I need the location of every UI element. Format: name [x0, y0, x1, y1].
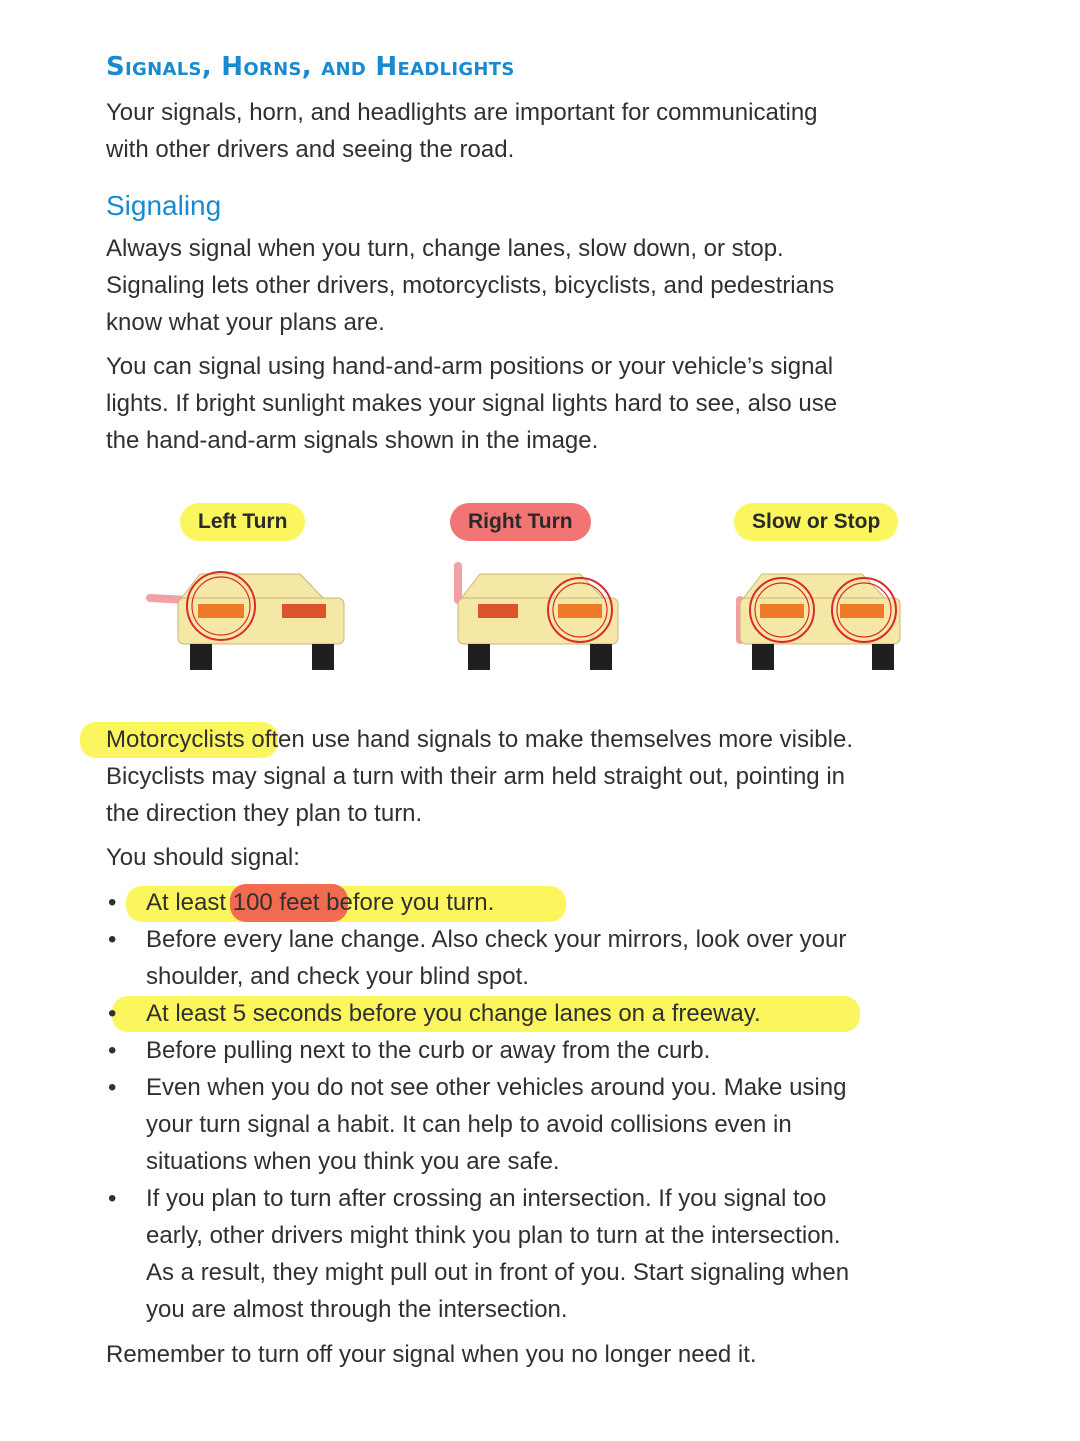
slow-stop-car-illustration [722, 560, 912, 680]
signaling-paragraph: Always signal when you turn, change lanes, slow down, or stop. Signaling lets other drivers, motorcyclists, bicyclists, and pedestrians know what your plans are. [106, 235, 835, 336]
intro-paragraph: Your signals, horn, and headlights are important for communicating with other drivers and seeing the road. [106, 99, 818, 163]
list-item: • At least 5 seconds before you change lanes on a freeway. [106, 995, 956, 1032]
bullet-dot: • [108, 926, 117, 953]
bullet-dot: • [108, 1037, 117, 1064]
should-signal-heading: You should signal: [106, 844, 300, 871]
left-turn-label: Left Turn [180, 503, 305, 541]
list-item: • At least 100 feet before you turn. [106, 884, 956, 921]
list-item: • If you plan to turn after crossing an intersection. If you signal too early, other drivers might think you plan to turn at the intersection. As a result, they might pull out in front of you. Start signaling when you are almost through the intersection. [106, 1180, 956, 1328]
bullet-dot: • [108, 1074, 117, 1101]
subheading: Signaling [106, 190, 222, 221]
right-turn-label: Right Turn [450, 503, 591, 541]
bullet-dot: • [108, 1185, 117, 1212]
list-item: • Even when you do not see other vehicles around you. Make using your turn signal a habit. It can help to avoid collisions even in situations when you think you are safe. [106, 1069, 956, 1180]
slow-stop-label: Slow or Stop [734, 503, 898, 541]
bullet-dot: • [108, 889, 117, 916]
list-item: • Before every lane change. Also check your mirrors, look over your shoulder, and check your blind spot. [106, 921, 956, 995]
list-item: • Before pulling next to the curb or away from the curb. [106, 1032, 956, 1069]
bullet-dot: • [108, 1000, 117, 1027]
left-turn-car-illustration [140, 560, 360, 680]
signal-bullet-list [106, 884, 956, 1328]
closing-paragraph: Remember to turn off your signal when you no longer need it. [106, 1341, 757, 1368]
right-turn-car-illustration [440, 560, 630, 680]
section-title: Signals, Horns, and Headlights [106, 52, 515, 82]
signal-methods-paragraph: You can signal using hand-and-arm positions or your vehicle’s signal lights. If bright sunlight makes your signal lights hard to see, also use the hand-and-arm signals shown in the image. [106, 353, 838, 454]
motorcyclists-paragraph: Motorcyclists often use hand signals to make themselves more visible. Bicyclists may signal a turn with their arm held straight out, pointing in the direction they plan to turn. [106, 726, 853, 827]
